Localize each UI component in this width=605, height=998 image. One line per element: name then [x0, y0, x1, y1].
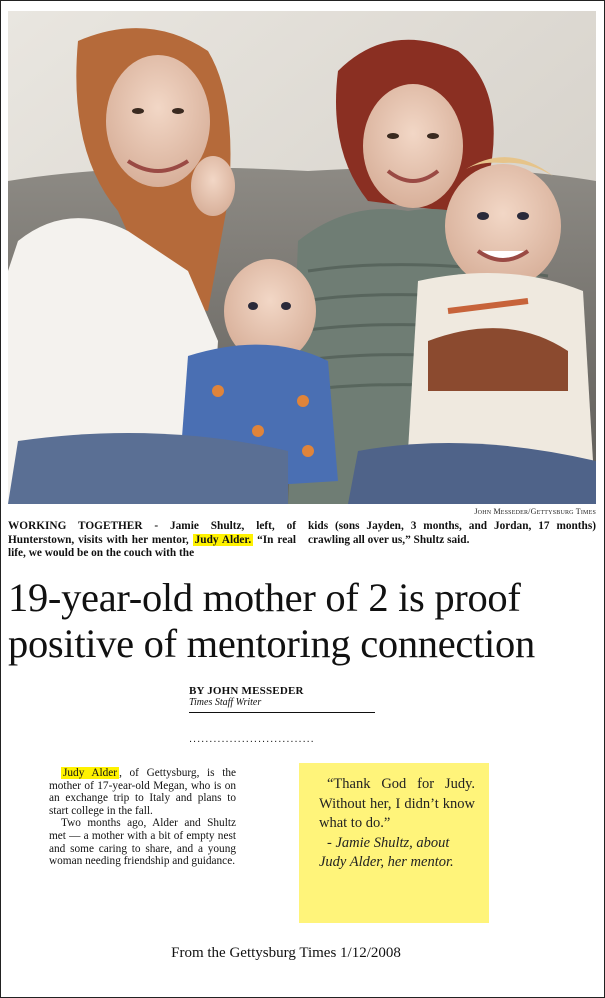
paragraph-2: Two months ago, Alder and Shultz met — a mother with a bit of empty nest and some caring to share, and a young woman needing friendship and guidance.	[49, 817, 236, 868]
separator-dots: ...............................	[189, 733, 315, 745]
byline-name: BY JOHN MESSEDER	[189, 685, 304, 697]
byline	[189, 685, 375, 713]
caption-text-left-2: “In real life, we would be on the couch with the	[8, 533, 296, 560]
source-footer: From the Gettysburg Times 1/12/2008	[171, 945, 401, 961]
article-body	[49, 767, 236, 868]
caption-highlighted-name: Judy Alder.	[194, 533, 252, 546]
caption-left-column	[8, 520, 296, 561]
pull-quote-text: “Thank God for Judy. Without her, I didn’t know what to do.”	[319, 776, 475, 831]
caption-right-column: kids (sons Jayden, 3 months, and Jordan, 17 months) crawling all over us,” Shultz said.	[308, 520, 596, 546]
byline-role: Times Staff Writer	[189, 697, 262, 708]
paragraph-1	[49, 767, 236, 817]
caption-text-left: Jamie Shultz, left, of Hunterstown, visits with her mentor,	[8, 520, 296, 546]
paragraph-1-text: , of Gettysburg, is the mother of 17-year-old Megan, who is on an exchange trip to Italy and plans to start college in the fall.	[49, 767, 236, 817]
caption-lead: WORKING TOGETHER -	[8, 520, 159, 532]
article-photo	[8, 11, 596, 504]
photo-illustration	[8, 11, 596, 504]
pull-quote	[299, 763, 489, 923]
photo-credit: John Messeder/Gettysburg Times	[474, 507, 596, 516]
headline: 19-year-old mother of 2 is proof positive of mentoring connection	[8, 575, 535, 666]
body-highlighted-name: Judy Alder	[63, 767, 118, 779]
pull-quote-attribution: - Jamie Shultz, about Judy Alder, her mentor.	[319, 834, 454, 870]
